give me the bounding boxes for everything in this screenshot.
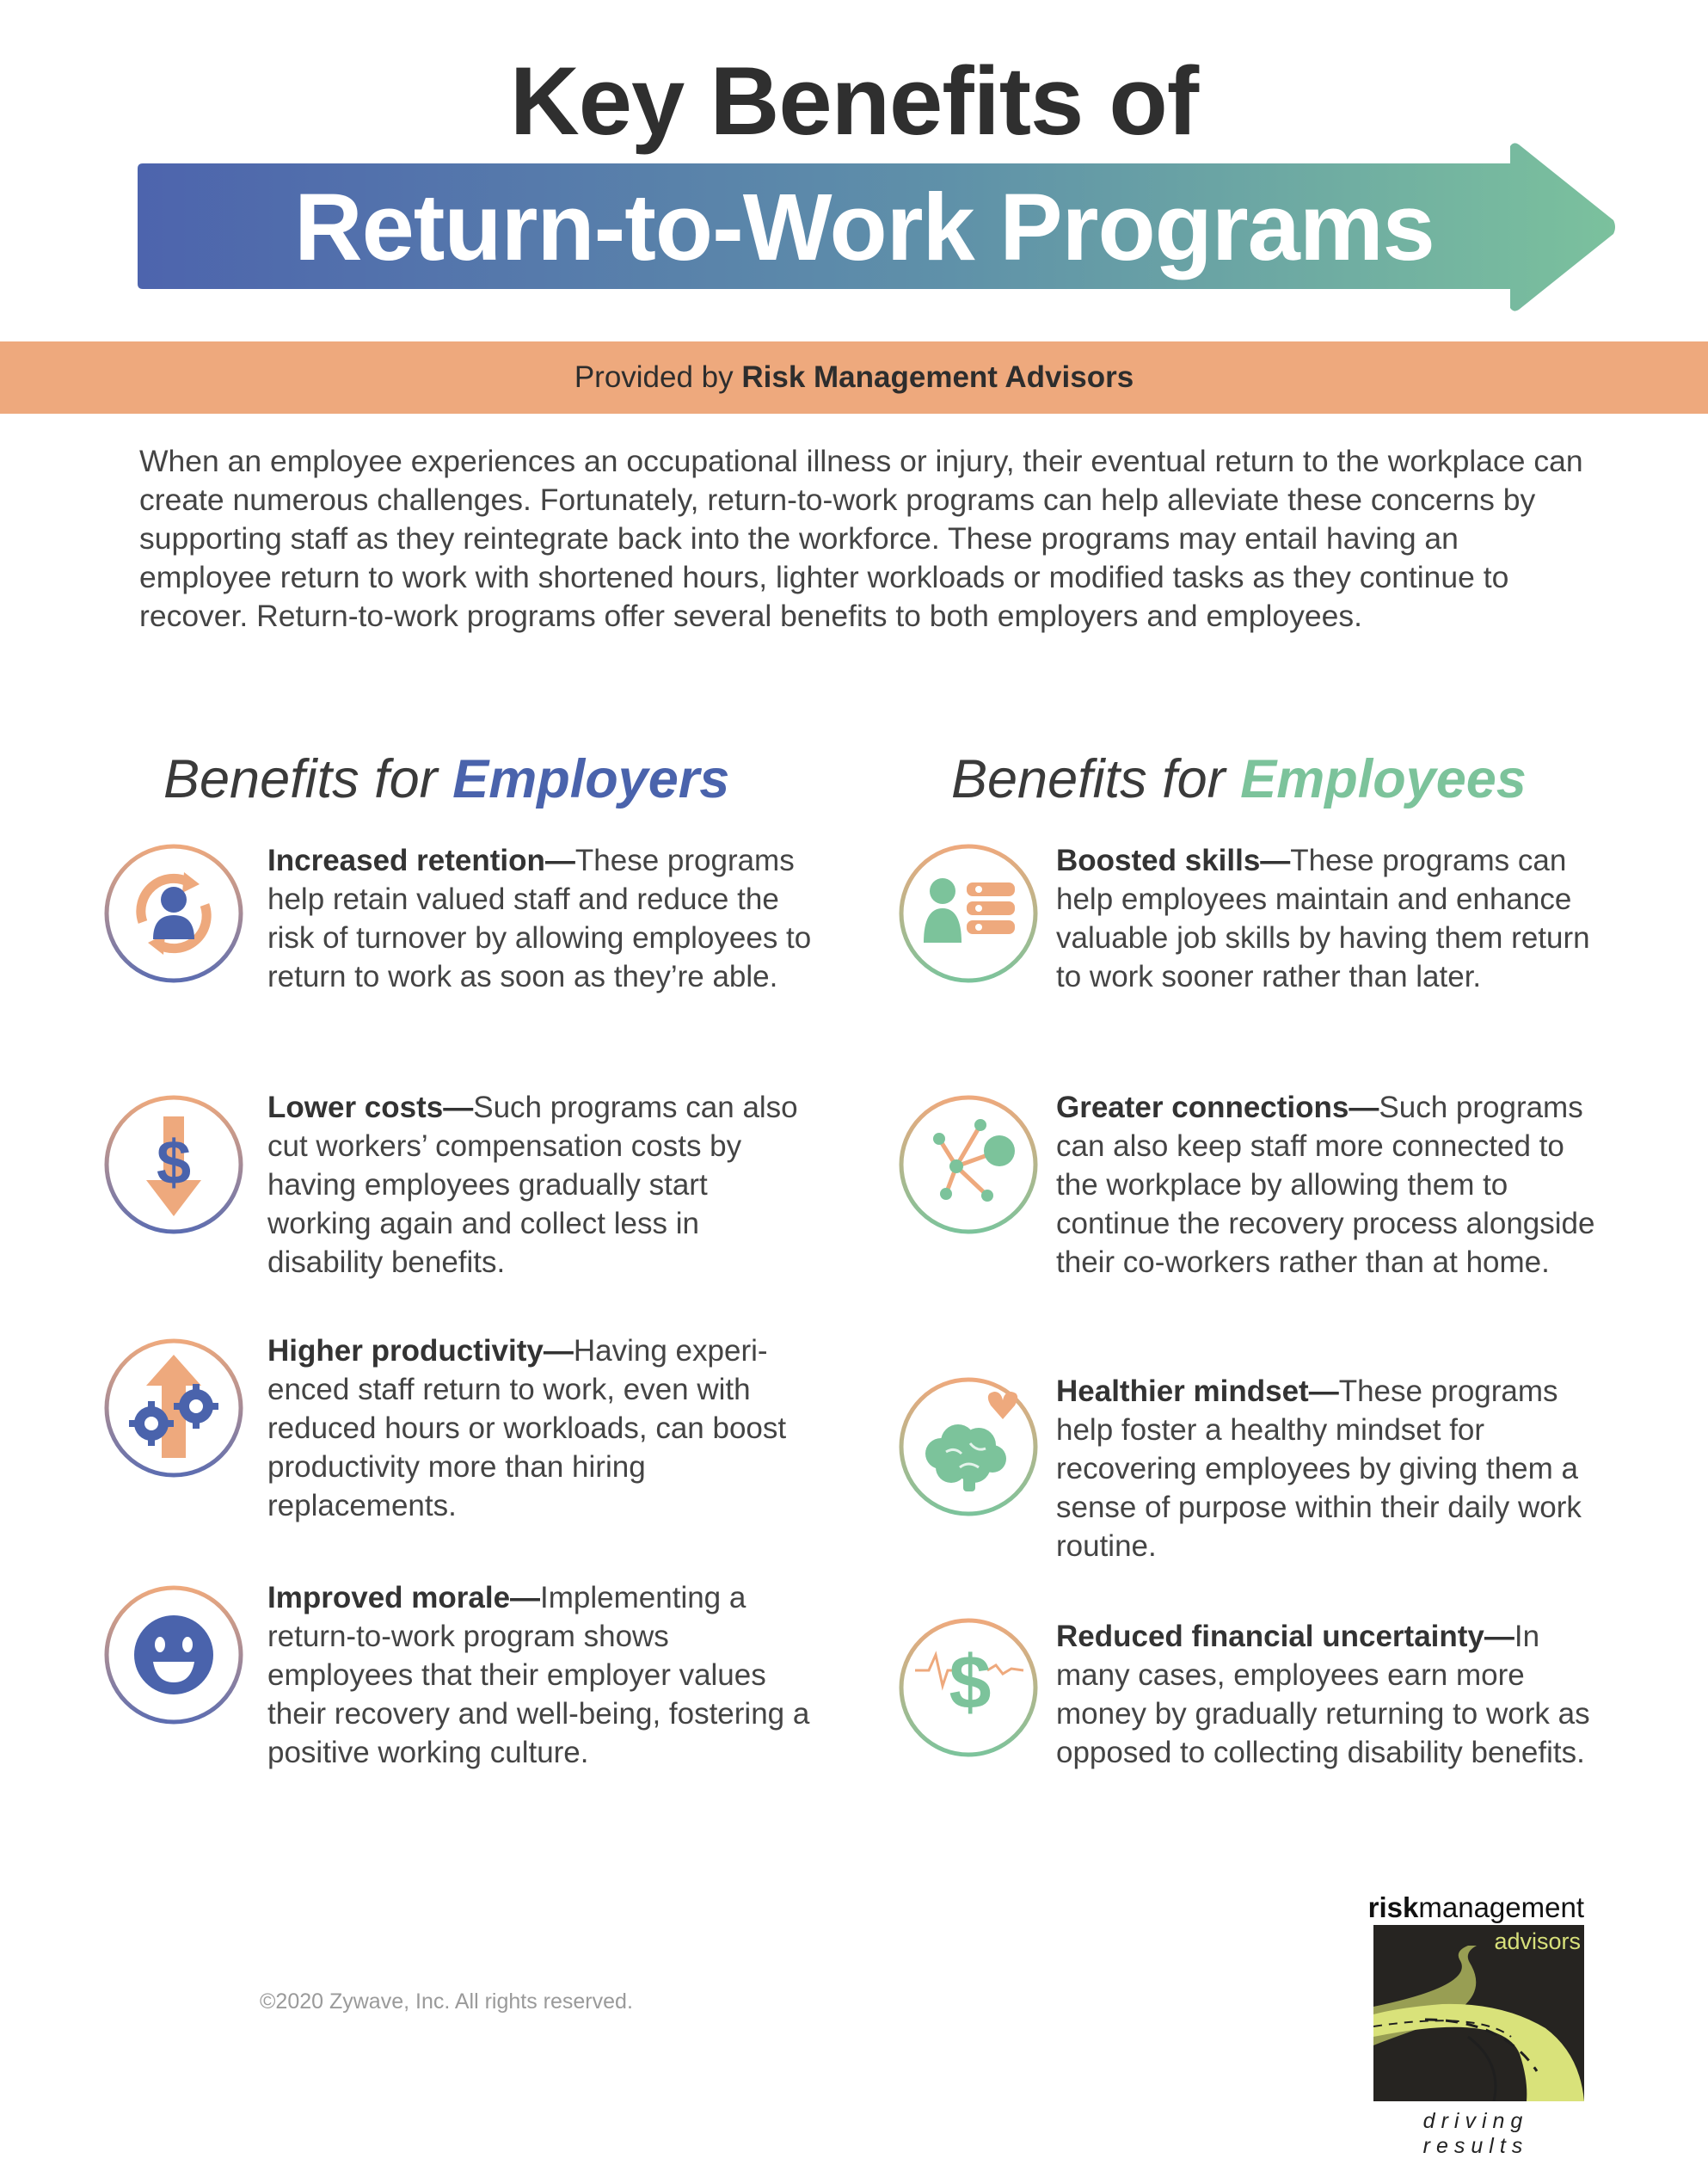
employer-benefit-1-text: These programs help retain valued staff and reduce the risk of turnover by allowing employees to return to work as soon as they’re able. <box>267 844 812 993</box>
employer-benefit-3 <box>267 1331 818 1525</box>
employer-benefit-1 <box>267 841 818 996</box>
employers-heading-prefix: Benefits for <box>163 749 453 809</box>
employer-benefit-4 <box>267 1578 818 1772</box>
svg-text:$: $ <box>156 1128 192 1197</box>
smiley-face-icon <box>103 1584 244 1725</box>
employee-benefit-1-title: Boosted skills— <box>1056 844 1291 877</box>
employee-benefit-4 <box>1056 1617 1598 1772</box>
skills-icon <box>898 843 1039 984</box>
svg-text:$: $ <box>949 1639 992 1725</box>
employer-benefit-4-text: Implementing a return-to-work program shows employees that their employer values their recovery and well-being, fostering a positive working culture. <box>267 1581 810 1769</box>
employers-heading <box>163 745 729 814</box>
employer-benefit-2-title: Lower costs— <box>267 1091 474 1124</box>
employer-benefit-3-text: Having experi-enced staff return to work, even with reduced hours or workloads, can boost productivity more than hiring replacements. <box>267 1334 787 1522</box>
employer-benefit-2-text: Such programs can also cut workers’ compensation costs by having employees gradually start working again and collect less in disability benefits. <box>267 1091 798 1279</box>
dollar-pulse-icon <box>898 1617 1039 1758</box>
logo-word-advisors: advisors <box>1494 1928 1581 1954</box>
logo-word-risk: risk <box>1367 1891 1419 1923</box>
provider-name: Risk Management Advisors <box>741 360 1134 394</box>
employers-heading-accent: Employers <box>452 749 730 809</box>
network-icon <box>898 1094 1039 1235</box>
copyright-notice: ©2020 Zywave, Inc. All rights reserved. <box>260 1989 633 2014</box>
employees-heading-accent: Employees <box>1240 749 1527 809</box>
employer-benefit-3-title: Higher productivity— <box>267 1334 574 1368</box>
employee-benefit-3 <box>1056 1372 1598 1565</box>
employees-heading-prefix: Benefits for <box>951 749 1241 809</box>
employee-benefit-3-text: These programs help foster a healthy mindset for recovering employees by giving them a sense of purpose within their daily work routine. <box>1056 1374 1582 1563</box>
employee-benefit-3-title: Healthier mindset— <box>1056 1374 1339 1408</box>
company-logo-wordmark <box>1367 1892 1584 1923</box>
employee-benefit-2 <box>1056 1088 1598 1282</box>
retention-icon <box>103 843 244 984</box>
employee-benefit-4-text: In many cases, employees earn more money by gradually returning to work as opposed to collecting disability benefits. <box>1056 1620 1590 1769</box>
brain-heart-icon <box>898 1376 1039 1517</box>
page-title-line2: Return-to-Work Programs <box>294 175 1435 280</box>
employee-benefit-4-title: Reduced financial uncertainty— <box>1056 1620 1514 1653</box>
employer-benefit-1-title: Increased retention— <box>267 844 575 877</box>
intro-paragraph: When an employee experiences an occupational illness or injury, their eventual return to the workplace can create numerous challenges. Fortunately, return-to-work programs can help alleviate these concerns by supporting staff as they reintegrate back into the workforce. These programs may entail having an employee return to work with shortened hours, lighter workloads or modified tasks as they continue to recover. Return-to-work programs offer several benefits to both employers and employees. <box>139 444 1583 633</box>
company-logo-road-image <box>1373 1925 1584 2101</box>
employees-heading <box>951 745 1527 814</box>
employer-benefit-4-title: Improved morale— <box>267 1581 541 1614</box>
employee-benefit-2-text: Such programs can also keep staff more connected to the workplace by allowing them to continue the recovery process alongside their co-workers rather than at home. <box>1056 1091 1595 1279</box>
provided-by-label: Provided by <box>574 360 742 394</box>
employee-benefit-1 <box>1056 841 1598 996</box>
employee-benefit-2-title: Greater connections— <box>1056 1091 1379 1124</box>
provider-band <box>0 341 1708 414</box>
productivity-gears-icon <box>103 1337 244 1479</box>
lower-costs-icon <box>103 1094 244 1235</box>
employer-benefit-2 <box>267 1088 818 1282</box>
page-title-line1: Key Benefits of <box>509 47 1199 155</box>
logo-word-management: management <box>1418 1891 1584 1923</box>
employee-benefit-1-text: These programs can help employees maintain and enhance valuable job skills by having them return to work sooner rather than later. <box>1056 844 1590 993</box>
logo-tagline: driving results <box>1422 2109 1529 2158</box>
